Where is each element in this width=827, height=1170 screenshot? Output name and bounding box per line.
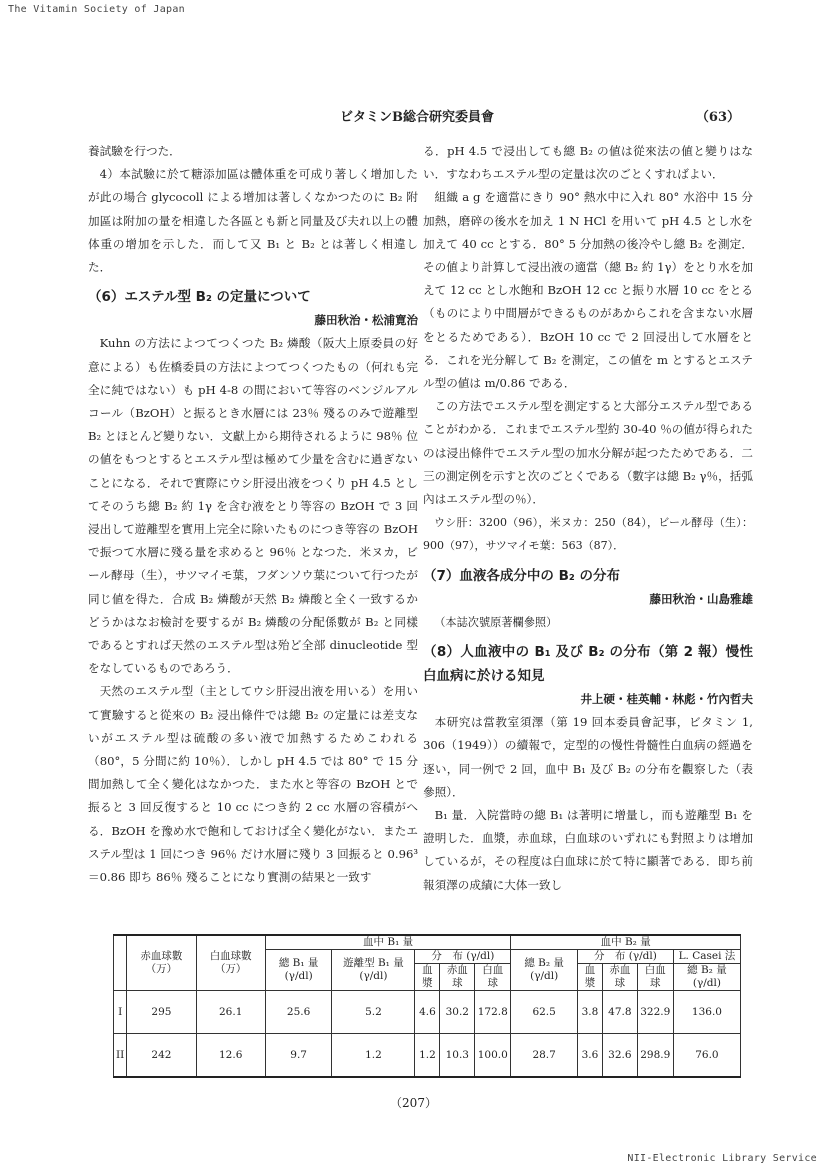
table-cell: 3.6: [577, 1033, 602, 1077]
table-cell: 5.2: [332, 991, 415, 1034]
table-row: [114, 1033, 741, 1077]
table-header-wbc-count: 白血球數（万）: [196, 935, 265, 991]
table-header-b2-group: 血中 B₂ 量: [511, 935, 741, 950]
table-cell: 32.6: [602, 1033, 637, 1077]
table-header-b1-free: 遊離型 B₁ 量 (γ/dl): [332, 950, 415, 991]
table-header-corner: [114, 935, 127, 991]
source-header: The Vitamin Society of Japan: [8, 4, 185, 15]
table-cell: 242: [127, 1033, 196, 1077]
table-header-erythrocyte: 赤血球: [602, 964, 637, 991]
data-table: [113, 934, 741, 1078]
table-cell: 76.0: [673, 1033, 740, 1077]
section-authors-8: 井上硬・桂英輔・林彪・竹內哲夫: [580, 692, 753, 707]
table-cell: 4.6: [415, 991, 440, 1034]
table-header-lcasei-total: 總 B₂ 量 (γ/dl): [673, 964, 740, 991]
paragraph: 養試驗を行つた．: [88, 144, 181, 158]
table-cell: 12.6: [196, 1033, 265, 1077]
table-cell: 1.2: [415, 1033, 440, 1077]
table-row: [114, 991, 741, 1034]
table-cell: 322.9: [637, 991, 673, 1034]
paragraph: この方法でエステル型を測定すると大部分エステル型であることがわかる．これまでエステル型約 30-40 ％の値が得られたのは浸出條件でエステル型の加水分解が起つたためである．二三の測定例を示すと次のごとくである（數字は總 B₂ γ％，括弧內はエステル型の％）．: [423, 399, 753, 507]
section-authors-7: 藤田秋治・山島雅雄: [649, 591, 753, 606]
data-table-wrapper: [113, 934, 741, 1078]
table-header-lcasei: L. Casei 法: [673, 950, 740, 964]
running-head-page: （63）: [695, 110, 740, 125]
paragraph: 組織 a g を適當にきり 90° 熱水中に入れ 80° 水浴中 15 分加熱，磨碎の後水を加え 1 N HCl を用いて pH 4.5 とし水を加えて 40 cc とする．80° 5 分加熱の後冷やし總 B₂ を測定．その値より計算して浸出液の適當（總 B₂ 約 1γ）をとり水を加えて 12 cc とし水飽和 BzOH 12 cc と振り水層 10 cc をとる（ものにより中間層ができるものがあからこれを含まない水層をとるためである）．BzOH 10 cc で 2 回浸出して水層をとる．これを光分解して B₂ を測定，この値を m とするとエステル型の値は m/0.86 である．: [423, 190, 753, 391]
paragraph: 4）本試驗に於て糖添加區は體体重を可成り著しく增加したが此の場合 glycocoll による增加は著しくなかつたのに B₂ 附加區は附加の量を相違した各區とも新と同量及び夫れ以上の體体重の增加を示した．而して又 B₁ と B₂ とは著しく相違した．: [88, 167, 418, 275]
table-cell: 295: [127, 991, 196, 1034]
table-header-plasma: 血漿: [577, 964, 602, 991]
paragraph: B₁ 量．入院當時の總 B₁ は著明に增量し，而も遊離型 B₁ を證明した．血漿，赤血球，白血球のいずれにも對照よりは增加しているが，その程度は白血球に於て特に顯著である．即ち前報須澤の成績に大体一致し: [423, 808, 753, 892]
table-cell: 9.7: [265, 1033, 332, 1077]
table-header-erythrocyte: 赤血球: [440, 964, 475, 991]
table-header-b1-group: 血中 B₁ 量: [265, 935, 511, 950]
table-cell: 172.8: [475, 991, 511, 1034]
table-cell: II: [114, 1033, 127, 1077]
section-authors-6: 藤田秋治・松浦寛治: [314, 313, 418, 328]
section-heading-6: （6）エステル型 B₂ の定量について: [88, 289, 311, 306]
section-note-7: （本誌次號原著欄參照）: [434, 615, 558, 629]
table-header-b1-distribution: 分 布 (γ/dl): [415, 950, 511, 964]
paragraph: る．pH 4.5 で浸出しても總 B₂ の値は從來法の値と變りはない．すなわちエステル型の定量は次のごとくすればよい．: [423, 144, 753, 182]
paragraph: 天然のエステル型（主としてウシ肝浸出液を用いる）を用いて實驗すると從來の B₂ 浸出條件では總 B₂ の定量には差支ないがエステル型は硫酸の多い液で加熱するためこわれる（80°，5 分間に約 10％）．しかし pH 4.5 では 80° で 15 分間加熱して全く變化はなかつた．また水と等容の BzOH とで振ると 3 回反復すると 10 cc につき約 2 cc 水層の容積がへる．BzOH を豫め水で飽和しておけば全く變化がない．またエステル型は 1 回につき 96％ だけ水層に殘り 3 回振ると 0.96³＝0.86 即ち 86％ 殘ることになり實測の結果と一致す: [88, 684, 418, 885]
table-cell: 100.0: [475, 1033, 511, 1077]
table-header-plasma: 血漿: [415, 964, 440, 991]
left-column: [88, 140, 418, 889]
section-heading-8: （8）人血液中の B₁ 及び B₂ の分布（第 2 報）慢性白血病に於ける知見: [423, 644, 753, 685]
table-cell: 136.0: [673, 991, 740, 1034]
table-cell: 47.8: [602, 991, 637, 1034]
page-number: （207）: [390, 1096, 437, 1110]
table-cell: 26.1: [196, 991, 265, 1034]
right-column: [423, 140, 753, 897]
table-cell: 298.9: [637, 1033, 673, 1077]
table-header-leukocyte: 白血球: [637, 964, 673, 991]
table-cell: 3.8: [577, 991, 602, 1034]
table-header-b1-total: 總 B₁ 量 (γ/dl): [265, 950, 332, 991]
table-header-b2-distribution: 分 布 (γ/dl): [577, 950, 673, 964]
running-head-title: ビタミンB総合研究委員會: [340, 110, 494, 125]
table-cell: 1.2: [332, 1033, 415, 1077]
table-header-rbc-count: 赤血球數（万）: [127, 935, 196, 991]
table-cell: 25.6: [265, 991, 332, 1034]
table-header-leukocyte: 白血球: [475, 964, 511, 991]
table-cell: 62.5: [511, 991, 578, 1034]
table-cell: I: [114, 991, 127, 1034]
results-list: ウシ肝：3200（96），米ヌカ：250（84），ビール酵母（生）：900（97），サツマイモ葉：563（87）．: [423, 516, 753, 553]
table-cell: 10.3: [440, 1033, 475, 1077]
footer-source: NII-Electronic Library Service: [627, 1153, 817, 1164]
section-heading-7: （7）血液各成分中の B₂ の分布: [423, 567, 620, 584]
table-cell: 28.7: [511, 1033, 578, 1077]
table-cell: 30.2: [440, 991, 475, 1034]
table-header-b2-total: 總 B₂ 量 (γ/dl): [511, 950, 578, 991]
paragraph: Kuhn の方法によつてつくつた B₂ 燐酸（阪大上原委員の好意による）も佐橋委員の方法によつてつくつたもの（何れも完全に純ではない）も pH 4-8 の間において等容のベンジルアルコール（BzOH）と振るとき水層には 23％ 殘るのみで遊離型 B₂ とほとんど變りない．文獻上から期待されるように 98％ 位の値をもつとするとエステル型は極めて少量を含むに過ぎないことになる．それで實際にウシ肝浸出液をつくり pH 4.5 としてそのうち總 B₂ 約 1γ を含む液をとり等容の BzOH で 3 回浸出して遊離型を實用上完全に除いたものにつき等容の BzOH で振つて水層に殘る量を求めると 96％ となつた．米ヌカ，ビール酵母（生），サツマイモ葉，フダンソウ葉について行つたが同じ値を得た．合成 B₂ 燐酸が天然 B₂ 燐酸と全く一致するかどうかはなお檢討を要するが B₂ 燐酸の分配係數が B₂ と同樣であるとすれば天然のエステル型は殆ど全部 dinucleotide 型をなしているものであろう．: [88, 336, 418, 676]
paragraph: 本研究は當教室須澤（第 19 回本委員會記事，ビタミン 1, 306（1949））の續報で，定型的の慢性骨髓性白血病の經過を逐い，同一例で 2 回，血中 B₁ 及び B₂ の分布を觀察した（表參照）．: [423, 715, 753, 799]
